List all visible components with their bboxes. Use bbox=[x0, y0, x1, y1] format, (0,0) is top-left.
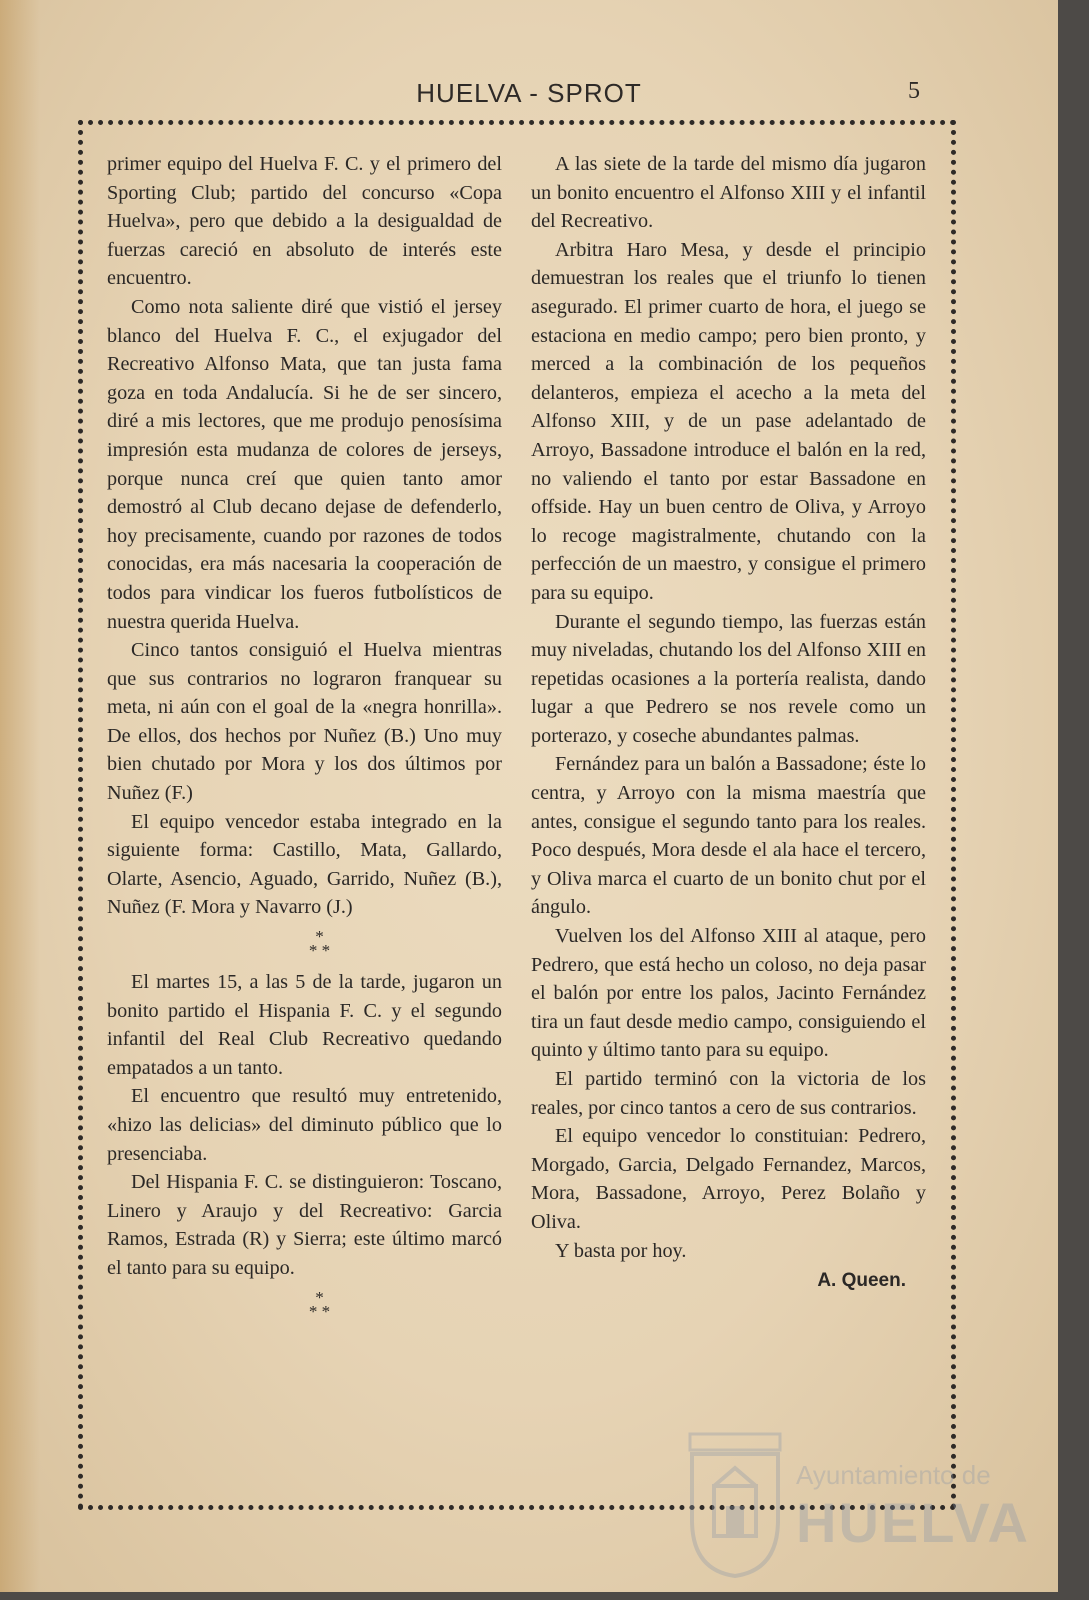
asterism-top: * bbox=[315, 927, 324, 947]
paragraph: Del Hispania F. C. se distinguieron: Toscano, Linero y Araujo y del Recreativo: Garcia Ramos, Estrada (R) y Sierra; este último marcó el tanto para su equipo. bbox=[107, 1171, 502, 1279]
paragraph: El encuentro que resultó muy entretenido, «hizo las delicias» del diminuto público que lo presenciaba. bbox=[107, 1085, 502, 1165]
asterism-bottom: * * bbox=[308, 941, 331, 961]
asterism-bottom: * * bbox=[308, 1301, 331, 1321]
paragraph: primer equipo del Huelva F. C. y el primero del Sporting Club; partido del concurso «Copa Huelva», pero que debido a la desigualdad de fuerzas careció en absoluto de interés este encuentro. bbox=[107, 153, 502, 290]
paragraph: El martes 15, a las 5 de la tarde, jugaron un bonito partido el Hispania F. C. y el segundo infantil del Real Club Recreativo quedando empatados a un tanto. bbox=[107, 971, 502, 1079]
paragraph: Vuelven los del Alfonso XIII al ataque, pero Pedrero, que está hecho un coloso, no deja pasar el balón por entre los palos, Jacinto Fernández tira un faut desde medio campo, consiguiendo el quinto y último tanto para su equipo. bbox=[531, 925, 926, 1062]
coat-of-arms-icon bbox=[680, 1430, 790, 1580]
paragraph: Fernández para un balón a Bassadone; éste lo centra, y Arroyo con la misma maestría que antes, consigue el segundo tanto para los reales. Poco después, Mora desde el ala hace el tercero, y Oliva marca el cuarto de un bonito chut por el ángulo. bbox=[531, 753, 926, 919]
paragraph: El equipo vencedor lo constituian: Pedrero, Morgado, Garcia, Delgado Fernandez, Marcos, Mora, Bassadone, Arroyo, Perez Bolaño y Oliva. bbox=[531, 1125, 926, 1233]
paragraph: Cinco tantos consiguió el Huelva mientras que sus contrarios no lograron franquear su meta, ni aún con el goal de la «negra honrilla». De ellos, dos hechos por Nuñez (B.) Uno muy bien chutado por Mora y los dos últimos por Nuñez (F.) bbox=[107, 639, 502, 805]
asterism-top: * bbox=[315, 1287, 324, 1307]
page-number: 5 bbox=[908, 78, 920, 104]
watermark-line2: HUELVA bbox=[796, 1491, 1030, 1554]
section-separator bbox=[107, 927, 502, 961]
running-title: HUELVA - SPROT bbox=[416, 78, 642, 108]
paragraph: El equipo vencedor estaba integrado en la siguiente forma: Castillo, Mata, Gallardo, Olarte, Asencio, Aguado, Garrido, Nuñez (B.), Nuñez (F. Mora y Navarro (J.) bbox=[107, 810, 502, 919]
section-separator bbox=[107, 1287, 502, 1321]
paragraph: Durante el segundo tiempo, las fuerzas están muy niveladas, chutando los del Alfonso XIII en repetidas ocasiones a la portería realista, dando lugar a que Pedrero se nos revele como un porterazo, y coseche abundantes palmas. bbox=[531, 610, 926, 747]
paragraph: Y basta por hoy. bbox=[555, 1239, 687, 1262]
author-signature: A. Queen. bbox=[817, 1270, 906, 1292]
paragraph: Como nota saliente diré que vistió el jersey blanco del Huelva F. C., el exjugador del Recreativo Alfonso Mata, que tan justa fama goza en toda Andalucía. Si he de ser sincero, diré a mis lectores, que me produjo penosísima impresión esta mudanza de colores de jerseys, porque nunca creí que quien tanto amor demostró al Club decano dejase de defenderlo, hoy precisamente, cuando por razones de todos conocidas, era más nacesaria la cooperación de todos para vindicar los fueros futbolísticos de nuestra querida Huelva. bbox=[107, 295, 502, 633]
page-shading bbox=[0, 0, 40, 1592]
paragraph: El partido terminó con la victoria de los reales, por cinco tantos a cero de sus contrarios. bbox=[531, 1068, 926, 1119]
paragraph: Arbitra Haro Mesa, y desde el principio demuestran los reales que el triunfo lo tienen asegurado. El primer cuarto de hora, el juego se estaciona en medio campo; pero bien pronto, y merced a la combinación de los pequeños delanteros, empieza el acecho a la meta del Alfonso XIII, y de un pase adelantado de Arroyo, Bassadone introduce el balón en la red, no valiendo el tanto por estar Bassadone en offside. Hay un buen centro de Oliva, y Arroyo lo recoge magistralmente, chutando con la perfección de un maestro, y consigue el primero para su equipo. bbox=[531, 238, 926, 604]
right-column bbox=[531, 150, 926, 1296]
paragraph: A las siete de la tarde del mismo día jugaron un bonito encuentro el Alfonso XIII y el infantil del Recreativo. bbox=[531, 153, 926, 233]
left-column bbox=[107, 150, 502, 1329]
watermark-line1: Ayuntamiento de bbox=[796, 1460, 991, 1490]
archive-watermark bbox=[680, 1430, 1040, 1580]
